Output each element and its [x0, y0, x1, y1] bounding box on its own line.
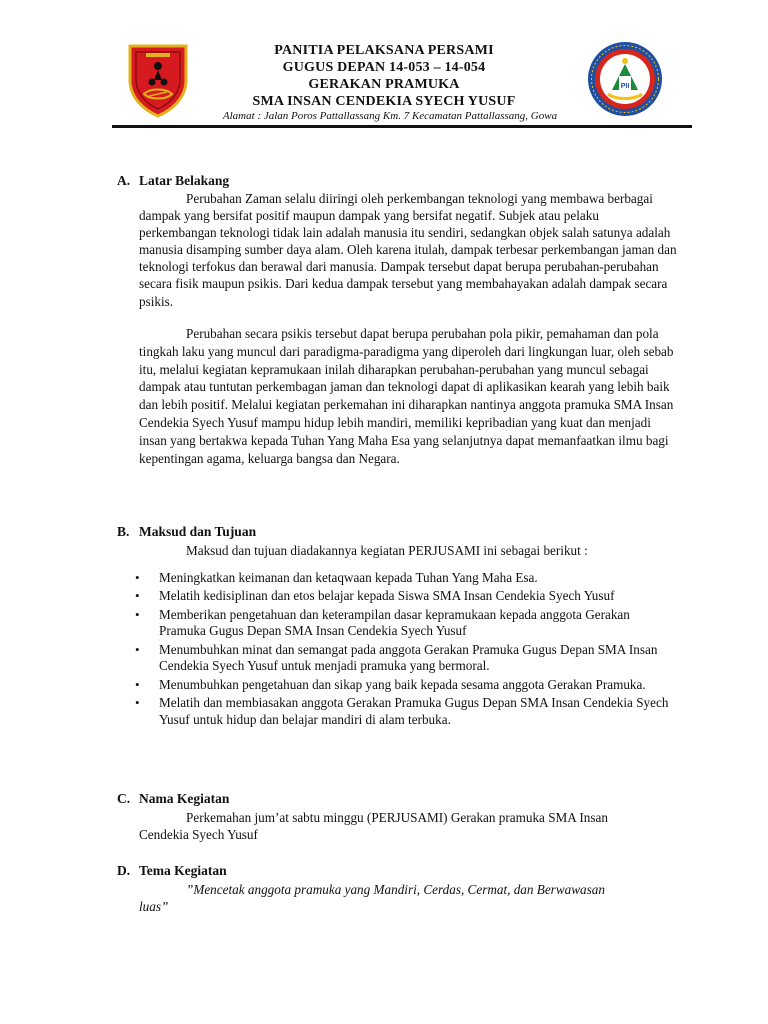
section-c-letter: C.: [117, 791, 131, 806]
list-item: • Meningkatkan keimanan dan ketaqwaan kepada Tuhan Yang Maha Esa.: [139, 570, 679, 587]
list-item: • Menumbuhkan pengetahuan dan sikap yang baik kepada sesama anggota Gerakan Pramuka.: [139, 677, 679, 694]
section-c-heading: [117, 791, 229, 807]
letterhead-title: [200, 42, 568, 110]
list-item: • Melatih dan membiasakan anggota Gerakan Pramuka Gugus Depan SMA Insan Cendekia Syech Yusuf untuk hidup dan belajar mandiri di alam terbuka.: [139, 695, 679, 729]
section-a-letter: A.: [117, 173, 131, 188]
section-a-heading: [117, 173, 229, 189]
emblem-text: PII: [620, 83, 630, 90]
section-b-title: Maksud dan Tujuan: [139, 524, 257, 539]
section-a-paragraph-1: [139, 190, 679, 310]
section-a-title: Latar Belakang: [139, 173, 230, 188]
section-d-letter: D.: [117, 863, 131, 878]
objectives-list: [139, 570, 679, 730]
header-line-3: GERAKAN PRAMUKA: [308, 77, 460, 92]
section-a-paragraph-2: [139, 325, 679, 467]
section-a-p1-text: Perubahan Zaman selalu diiringi oleh perkembangan teknologi yang membawa berbagai dampak yang bersifat positif maupun dampak yang bersifat negatif. Subjek atau pelaku perkembangan teknologi tidak lain adalah manusia itu sendiri, sedangkan objek salah satunya adalah manusia disamping sumber daya alam. Oleh karena itulah, dampak terbesar perkembangan jaman dan teknologi terfokus dan berawal dari manusia. Dampak tersebut dapat berupa perubahan-perubahan secara fisik maupun psikis. Dari kedua dampak tersebut yang membahayakan adalah dampak secara psikis.: [139, 191, 677, 309]
section-d-title: Tema Kegiatan: [139, 863, 227, 878]
school-emblem-logo: [586, 40, 664, 118]
scout-shield-logo: [116, 36, 200, 120]
header-line-1: PANITIA PELAKSANA PERSAMI: [274, 43, 494, 58]
list-item: • Menumbuhkan minat dan semangat pada anggota Gerakan Pramuka Gugus Depan SMA Insan Cendekia Syech Yusuf untuk menjadi pramuka yang bermoral.: [139, 642, 679, 676]
section-b-intro-text: Maksud dan tujuan diadakannya kegiatan PERJUSAMI ini sebagai berikut :: [186, 543, 588, 558]
section-d-paragraph: [139, 881, 609, 915]
section-b-heading: [117, 524, 256, 540]
letterhead-divider: [112, 125, 692, 128]
section-b-letter: B.: [117, 524, 130, 539]
header-line-2: GUGUS DEPAN 14-053 – 14-054: [282, 60, 486, 75]
section-d-heading: [117, 863, 227, 879]
section-a-p2-text: Perubahan secara psikis tersebut dapat berupa perubahan pola pikir, pemahaman dan pola tingkah laku yang muncul dari paradigma-paradigma yang diperoleh dari lingkungan luar, oleh sebab itu, melalui kegiatan kepramukaan inilah diharapkan perubahan-perubahan yang muncul sebagai dampak atau tuntutan perkembagan jaman dan teknologi dapat di aplikasikan kearah yang lebih baik dan lebih positif. Melalui kegiatan perkemahan ini diharapkan nantinya anggota pramuka SMA Insan Cendekia Syech Yusuf mampu hidup lebih mandiri, memiliki kepribadian yang kuat dan menjadi insan yang bertakwa kepada Tuhan Yang Maha Esa yang selanjutnya dapat memanfaatkan ilmu bagi kepentingan agama, keluarga bangsa dan Negara.: [139, 326, 674, 466]
section-d-text: ”Mencetak anggota pramuka yang Mandiri, Cerdas, Cermat, dan Berwawasan luas”: [139, 882, 605, 915]
section-c-paragraph: [139, 809, 659, 843]
list-item: • Memberikan pengetahuan dan keterampilan dasar kepramukaan kepada anggota Gerakan Pramuka Gugus Depan SMA Insan Cendekia Syech Yusuf: [139, 607, 679, 641]
section-b-intro: [139, 542, 679, 559]
header-line-4: SMA INSAN CENDEKIA SYECH YUSUF: [252, 94, 516, 109]
section-c-text: Perkemahan jum’at sabtu minggu (PERJUSAMI) Gerakan pramuka SMA Insan Cendekia Syech Yusuf: [139, 810, 608, 843]
section-c-title: Nama Kegiatan: [139, 791, 230, 806]
list-item: • Melatih kedisiplinan dan etos belajar kepada Siswa SMA Insan Cendekia Syech Yusuf: [139, 588, 679, 605]
letterhead-address: Alamat : Jalan Poros Pattallassang Km. 7 Kecamatan Pattallassang, Gowa: [222, 110, 558, 122]
